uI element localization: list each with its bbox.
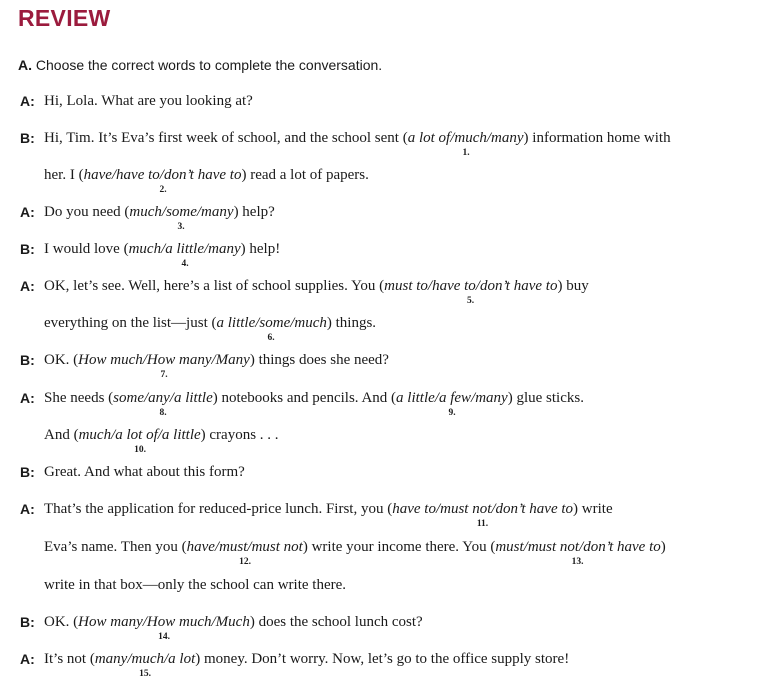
- speaker-label: A:: [20, 651, 35, 667]
- line-text: [44, 167, 369, 184]
- line-text: [44, 204, 275, 221]
- line-text: [44, 464, 245, 481]
- blank-number: 8.: [159, 408, 167, 418]
- text-fragment: It’s not (: [44, 651, 95, 667]
- text-fragment: Do you need (: [44, 204, 130, 220]
- speaker-label: B:: [20, 464, 35, 480]
- word-choice: must/must not/don’t have to: [495, 539, 661, 555]
- word-choice: a lot of/much/many: [407, 130, 524, 146]
- line-text: [44, 390, 584, 407]
- blank-number: 7.: [160, 370, 168, 380]
- word-choice: have to/must not/don’t have to: [392, 501, 574, 517]
- word-choice: a little/a few/many: [396, 390, 508, 406]
- speaker-label: A:: [20, 501, 35, 517]
- word-choice: a little/some/much: [216, 315, 327, 331]
- text-fragment: Hi, Lola. What are you looking at?: [44, 93, 253, 109]
- word-choice: have/must/must not: [186, 539, 303, 555]
- line-text: [44, 501, 613, 518]
- instruction: [18, 57, 382, 73]
- text-fragment: OK. (: [44, 352, 79, 368]
- speaker-label: A:: [20, 278, 35, 294]
- text-fragment: She needs (: [44, 390, 114, 406]
- text-fragment: write in that box—only the school can write there.: [44, 577, 346, 593]
- line-text: [44, 651, 569, 668]
- text-fragment: ) information home with: [523, 130, 671, 146]
- blank-number: 15.: [139, 669, 151, 679]
- line-text: [44, 130, 671, 147]
- line-text: [44, 614, 423, 631]
- blank-number: 4.: [181, 259, 189, 269]
- blank-number: 1.: [462, 148, 470, 158]
- text-fragment: Eva’s name. Then you (: [44, 539, 187, 555]
- blank-number: 13.: [571, 557, 584, 567]
- blank-number: 3.: [177, 222, 185, 232]
- blank-number: 12.: [239, 557, 251, 567]
- text-fragment: ) write: [573, 501, 613, 517]
- speaker-label: A:: [20, 93, 35, 109]
- speaker-label: B:: [20, 130, 35, 146]
- line-text: [44, 315, 376, 332]
- word-choice: must to/have to/don’t have to: [384, 278, 558, 294]
- word-choice: some/any/a little: [113, 390, 213, 406]
- speaker-label: A:: [20, 204, 35, 220]
- line-text: [44, 427, 279, 444]
- text-fragment: ): [660, 539, 666, 555]
- text-fragment: ) buy: [557, 278, 589, 294]
- speaker-label: B:: [20, 352, 35, 368]
- text-fragment: ) things.: [326, 315, 377, 331]
- word-choice: many/much/a lot: [94, 651, 196, 667]
- line-text: [44, 539, 666, 556]
- text-fragment: OK. (: [44, 614, 79, 630]
- line-text: [44, 577, 346, 594]
- blank-number: 9.: [448, 408, 456, 418]
- blank-number: 6.: [267, 333, 275, 343]
- line-text: [44, 352, 389, 369]
- line-text: [44, 241, 280, 258]
- instruction-letter: A.: [18, 57, 32, 73]
- blank-number: 11.: [476, 519, 489, 529]
- text-fragment: Hi, Tim. It’s Eva’s first week of school, and the school sent (: [44, 130, 408, 146]
- blank-number: 14.: [158, 632, 170, 642]
- text-fragment: ) notebooks and pencils. And (: [212, 390, 397, 406]
- text-fragment: her. I (: [44, 167, 84, 183]
- blank-number: 2.: [159, 185, 167, 195]
- text-fragment: everything on the list—just (: [44, 315, 217, 331]
- speaker-label: B:: [20, 241, 35, 257]
- text-fragment: ) help?: [233, 204, 275, 220]
- word-choice: much/a little/many: [128, 241, 241, 257]
- text-fragment: I would love (: [44, 241, 129, 257]
- text-fragment: And (: [44, 427, 79, 443]
- text-fragment: ) things does she need?: [249, 352, 389, 368]
- line-text: [44, 278, 589, 295]
- text-fragment: ) help!: [240, 241, 281, 257]
- word-choice: much/some/many: [129, 204, 234, 220]
- text-fragment: ) read a lot of papers.: [241, 167, 369, 183]
- text-fragment: ) write your income there. You (: [302, 539, 496, 555]
- word-choice: How many/How much/Much: [78, 614, 250, 630]
- word-choice: much/a lot of/a little: [78, 427, 201, 443]
- text-fragment: Great. And what about this form?: [44, 464, 245, 480]
- page-title: REVIEW: [18, 5, 111, 31]
- word-choice: How much/How many/Many: [78, 352, 250, 368]
- speaker-label: A:: [20, 390, 35, 406]
- text-fragment: ) crayons . . .: [200, 427, 279, 443]
- text-fragment: ) glue sticks.: [507, 390, 584, 406]
- text-fragment: ) does the school lunch cost?: [249, 614, 423, 630]
- line-text: [44, 93, 253, 110]
- word-choice: have/have to/don’t have to: [83, 167, 242, 183]
- blank-number: 5.: [466, 296, 475, 306]
- text-fragment: ) money. Don’t worry. Now, let’s go to the office supply store!: [195, 651, 570, 667]
- instruction-text: Choose the correct words to complete the conversation.: [35, 57, 383, 73]
- text-fragment: That’s the application for reduced-price lunch. First, you (: [44, 501, 393, 517]
- blank-number: 10.: [134, 445, 146, 455]
- text-fragment: OK, let’s see. Well, here’s a list of school supplies. You (: [44, 278, 385, 294]
- speaker-label: B:: [20, 614, 35, 630]
